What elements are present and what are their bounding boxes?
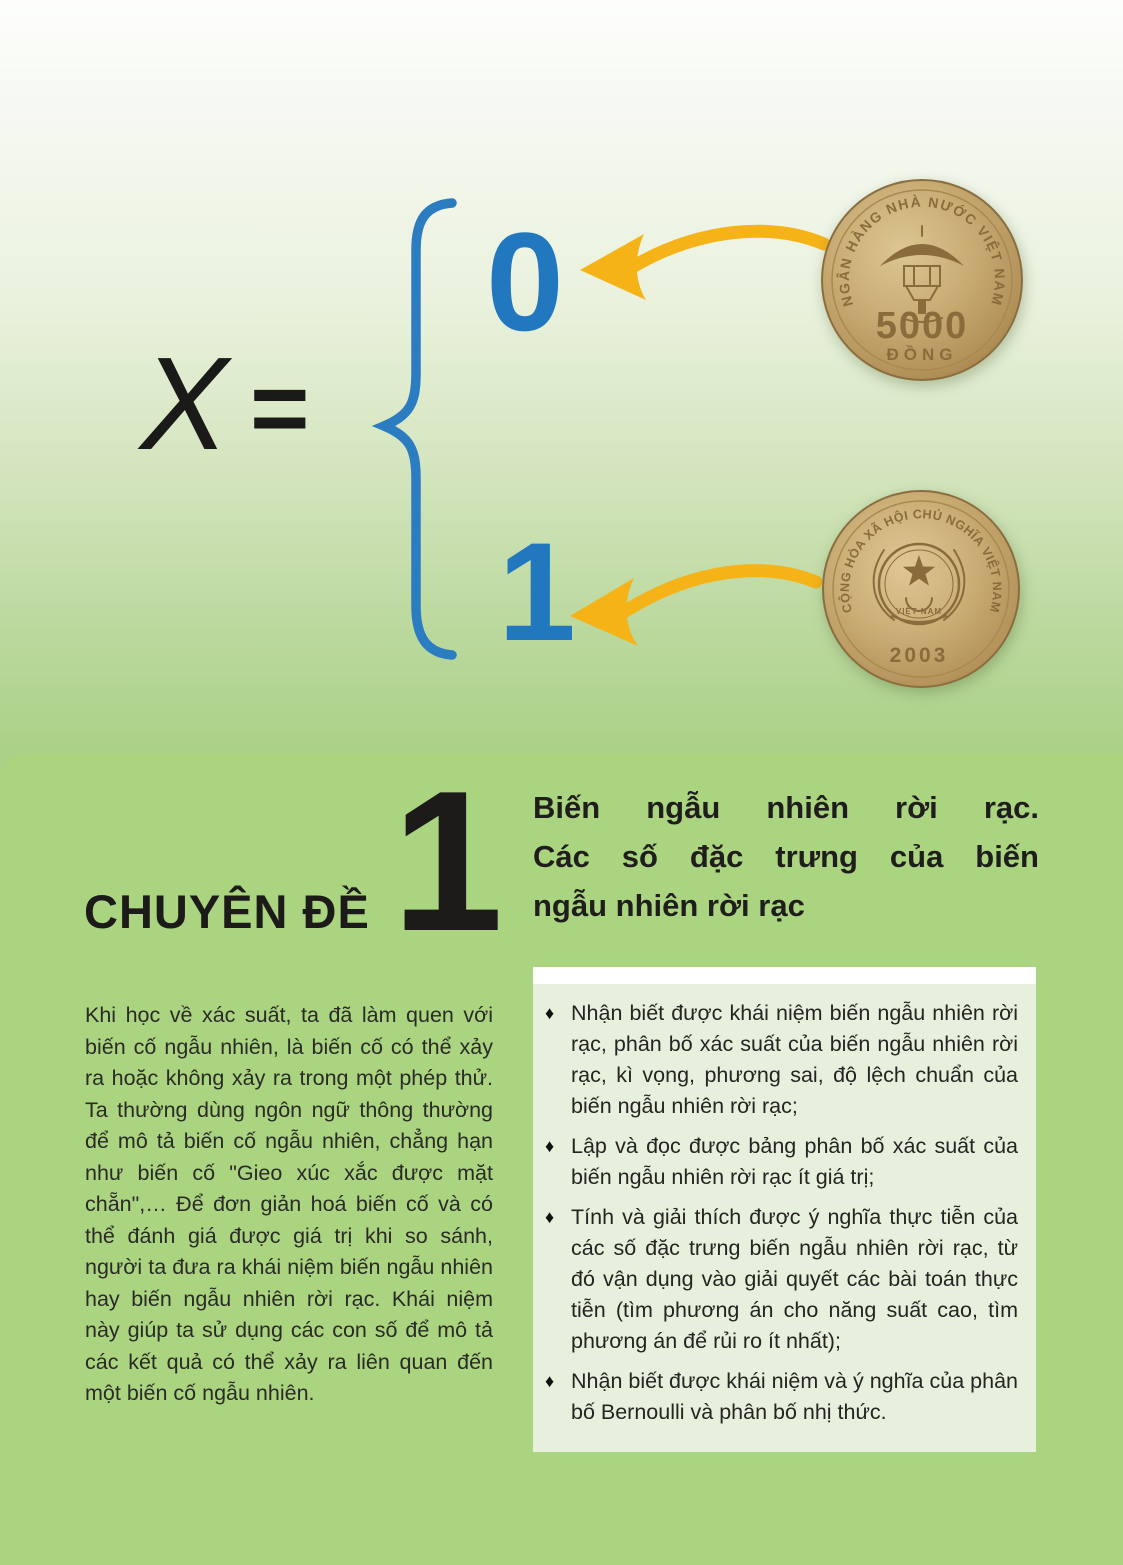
outcome-value-1: 1	[498, 513, 576, 670]
diamond-bullet-icon: ♦	[545, 1371, 555, 1391]
objective-text: Nhận biết được khái niệm biến ngẫu nhiên rời rạc, phân bố xác suất của biến ngẫu nhiên rời rạc, kì vọng, phương sai, độ lệch chuẩn của biến ngẫu nhiên rời rạc;	[571, 1001, 1018, 1118]
diamond-bullet-icon: ♦	[545, 1003, 555, 1023]
coin-unit: ĐỒNG	[886, 345, 958, 364]
objectives-box-top-bar	[533, 967, 1036, 984]
chapter-title-line: ngẫu nhiên rời rạc	[533, 888, 805, 923]
chapter-title	[533, 783, 1039, 930]
random-variable-formula	[140, 330, 310, 477]
curly-brace-graphic	[366, 198, 462, 660]
arrow-icon-bottom	[560, 548, 822, 658]
objective-item	[545, 998, 1018, 1122]
coin-top-legend: NGÂN HÀNG NHÀ NƯỚC VIỆT NAM	[835, 193, 1009, 309]
objective-item	[545, 1202, 1018, 1357]
diamond-bullet-icon: ♦	[545, 1136, 555, 1156]
equals-sign: =	[250, 351, 310, 465]
chapter-title-line: Các số đặc trưng của biến	[533, 839, 1039, 874]
coin-year: 2003	[889, 644, 949, 667]
objective-text: Tính và giải thích được ý nghĩa thực tiễn của các số đặc trưng biến ngẫu nhiên rời rạc, từ đó vận dụng vào giải quyết các bài toán thực tiễn (tìm phương án cho năng suất cao, tìm phương án để rủi ro ít nhất);	[571, 1205, 1018, 1353]
objectives-box	[533, 967, 1036, 1452]
coin-denomination: 5000	[875, 305, 969, 347]
coin-bottom-legend: CỘNG HÒA XÃ HỘI CHỦ NGHĨA VIỆT NAM	[837, 507, 1005, 615]
objective-item	[545, 1131, 1018, 1193]
diamond-bullet-icon: ♦	[545, 1207, 555, 1227]
variable-x: X	[140, 330, 229, 477]
objective-item	[545, 1366, 1018, 1428]
coin-5000-dong-image	[818, 176, 1026, 384]
intro-paragraph: Khi học về xác suất, ta đã làm quen với biến cố ngẫu nhiên, là biến cố có thể xảy ra hoặc không xảy ra trong một phép thử. Ta thường dùng ngôn ngữ thông thường để mô tả biến cố ngẫu nhiên, chẳng hạn như biến cố "Gieo xúc xắc được mặt chẵn",… Để đơn giản hoá biến cố và có thể đánh giá được giá trị khi so sánh, người ta đưa ra khái niệm biến ngẫu nhiên hay biến ngẫu nhiên rời rạc. Khái niệm này giúp ta sử dụng các con số để mô tả các kết quả có thể xảy ra liên quan đến một biến cố ngẫu nhiên.	[85, 1003, 493, 1405]
coin-banner-text: VIỆT NAM	[895, 607, 943, 616]
chapter-label: CHUYÊN ĐỀ	[84, 885, 370, 938]
arrow-icon-top	[572, 214, 830, 319]
objectives-list	[533, 984, 1036, 1452]
objective-text: Nhận biết được khái niệm và ý nghĩa của phân bố Bernoulli và phân bố nhị thức.	[571, 1369, 1018, 1424]
chapter-number: 1	[392, 750, 504, 973]
outcome-value-0: 0	[486, 203, 564, 360]
objective-text: Lập và đọc được bảng phân bố xác suất của biến ngẫu nhiên rời rạc ít giá trị;	[571, 1134, 1018, 1189]
coin-emblem-image	[818, 486, 1024, 692]
chapter-title-line: Biến ngẫu nhiên rời rạc.	[533, 790, 1039, 825]
